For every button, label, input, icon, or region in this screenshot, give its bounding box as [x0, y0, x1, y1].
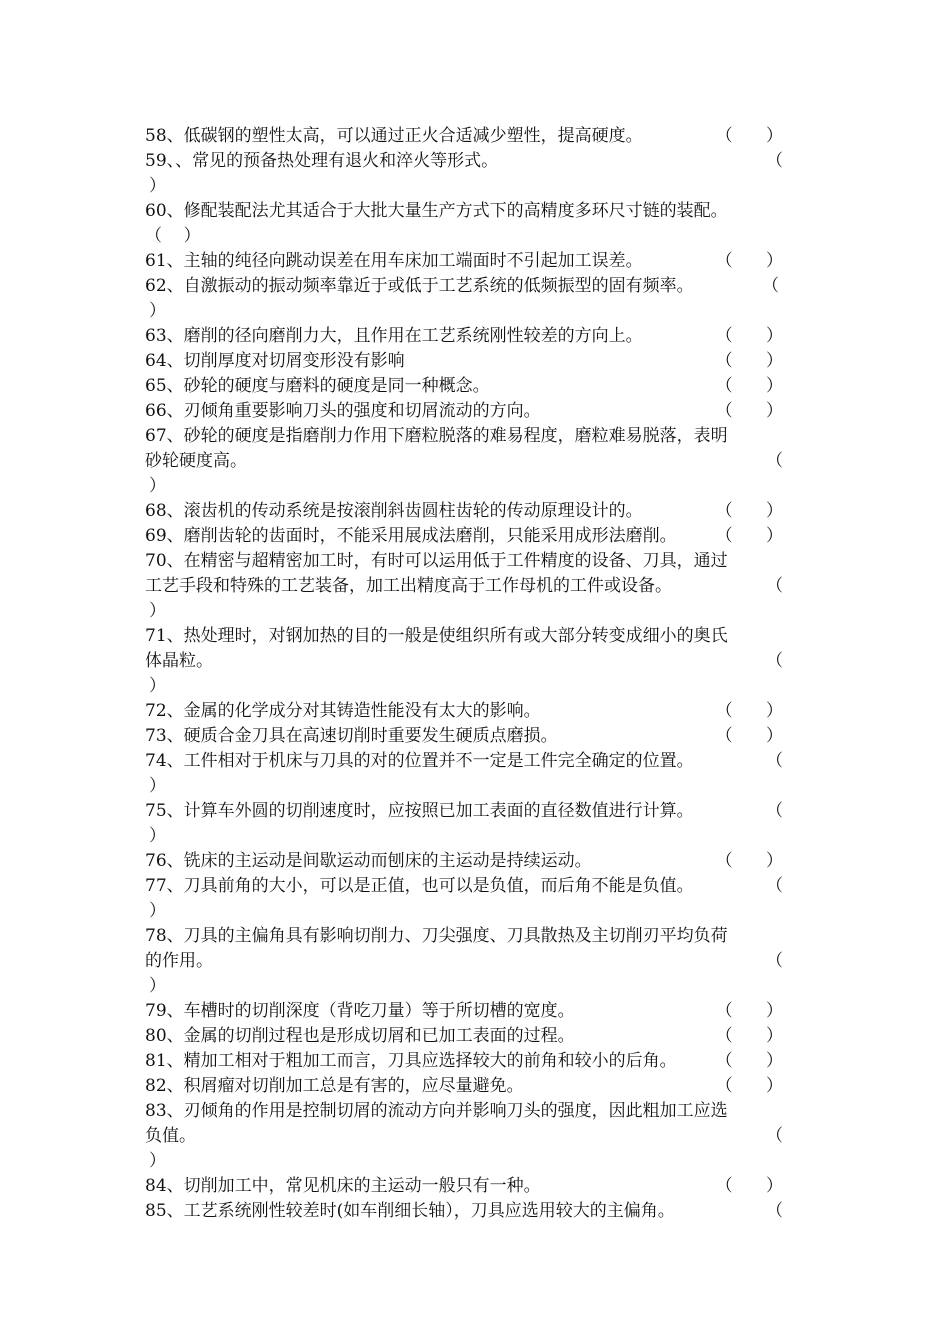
answer-bracket-close: ）: [149, 176, 166, 196]
question-text: 72、金属的化学成分对其铸造性能没有太大的影响。: [145, 701, 541, 721]
question-70: [145, 549, 797, 574]
question-text: 64、切削厚度对切屑变形没有影响: [145, 351, 405, 371]
answer-bracket-open: （: [766, 651, 783, 671]
question-65: [145, 374, 797, 399]
question-text: 62、自激振动的振动频率靠近于或低于工艺系统的低频振型的固有频率。: [145, 276, 694, 296]
question-62: [145, 274, 797, 299]
question-71-line2: [145, 649, 797, 674]
question-78: [145, 924, 797, 949]
question-70-cont: [145, 599, 797, 624]
question-76: [145, 849, 797, 874]
answer-bracket-close: ）: [149, 476, 166, 496]
answer-bracket-close: ）: [149, 976, 166, 996]
question-68: [145, 499, 797, 524]
answer-bracket-close: ）: [149, 826, 166, 846]
answer-brackets: （ ）: [145, 226, 201, 246]
question-69: [145, 524, 797, 549]
answer-brackets: （ ）: [715, 126, 797, 146]
question-text: 79、车槽时的切削深度（背吃刀量）等于所切槽的宽度。: [145, 1001, 575, 1021]
question-83: [145, 1099, 797, 1124]
question-text: 77、刀具前角的大小，可以是正值，也可以是负值，而后角不能是负值。: [145, 876, 694, 896]
question-text: 82、积屑瘤对切削加工总是有害的，应尽量避免。: [145, 1076, 524, 1096]
answer-brackets: （ ）: [715, 851, 797, 871]
question-59-cont: [145, 174, 797, 199]
answer-bracket-open: （: [766, 876, 783, 896]
answer-brackets: （ ）: [715, 1051, 797, 1071]
question-58: [145, 124, 797, 149]
question-67-cont: [145, 474, 797, 499]
question-text: 65、砂轮的硬度与磨料的硬度是同一种概念。: [145, 376, 490, 396]
answer-bracket-close: ）: [149, 1151, 166, 1171]
answer-bracket-close: ）: [149, 776, 166, 796]
question-text: 81、精加工相对于粗加工而言，刀具应选择较大的前角和较小的后角。: [145, 1051, 677, 1071]
answer-bracket-close: ）: [149, 301, 166, 321]
question-text: 83、刃倾角的作用是控制切屑的流动方向并影响刀头的强度，因此粗加工应选: [145, 1101, 728, 1121]
question-82: [145, 1074, 797, 1099]
question-text: 61、主轴的纯径向跳动误差在用车床加工端面时不引起加工误差。: [145, 251, 643, 271]
question-63: [145, 324, 797, 349]
question-83-cont: [145, 1149, 797, 1174]
question-79: [145, 999, 797, 1024]
answer-brackets: （ ）: [715, 401, 797, 421]
question-64: [145, 349, 797, 374]
answer-bracket-open: （: [766, 576, 783, 596]
answer-brackets: （ ）: [715, 376, 797, 396]
question-71: [145, 624, 797, 649]
question-text: 80、金属的切削过程也是形成切屑和已加工表面的过程。: [145, 1026, 575, 1046]
answer-bracket-open: （: [766, 1126, 783, 1146]
question-77-cont: [145, 899, 797, 924]
answer-bracket-close: ）: [149, 601, 166, 621]
question-75: [145, 799, 797, 824]
answer-brackets: （ ）: [715, 1001, 797, 1021]
answer-bracket-close: ）: [149, 901, 166, 921]
question-72: [145, 699, 797, 724]
question-text: 68、滚齿机的传动系统是按滚削斜齿圆柱齿轮的传动原理设计的。: [145, 501, 643, 521]
question-60: [145, 199, 797, 224]
answer-brackets: （ ）: [715, 1026, 797, 1046]
answer-brackets: （ ）: [715, 701, 797, 721]
question-83-line2: [145, 1124, 797, 1149]
question-81: [145, 1049, 797, 1074]
question-text-cont: 负值。: [145, 1126, 196, 1146]
answer-brackets: （ ）: [715, 351, 797, 371]
answer-bracket-open: （: [766, 951, 783, 971]
question-text: 66、刃倾角重要影响刀头的强度和切屑流动的方向。: [145, 401, 541, 421]
question-60-cont: [145, 224, 797, 249]
question-85: [145, 1199, 797, 1224]
question-text: 84、切削加工中，常见机床的主运动一般只有一种。: [145, 1176, 541, 1196]
question-text: 75、计算车外圆的切削速度时，应按照已加工表面的直径数值进行计算。: [145, 801, 694, 821]
question-text-cont: 砂轮硬度高。: [145, 451, 247, 471]
question-67: [145, 424, 797, 449]
question-text: 67、砂轮的硬度是指磨削力作用下磨粒脱落的难易程度，磨粒难易脱落，表明: [145, 426, 728, 446]
question-text: 73、硬质合金刀具在高速切削时重要发生硬质点磨损。: [145, 726, 558, 746]
question-78-cont: [145, 974, 797, 999]
answer-bracket-open: （: [766, 451, 783, 471]
question-59: [145, 149, 797, 174]
question-66: [145, 399, 797, 424]
question-text: 58、低碳钢的塑性太高，可以通过正火合适减少塑性，提高硬度。: [145, 126, 643, 146]
answer-bracket-close: ）: [149, 676, 166, 696]
question-62-cont: [145, 299, 797, 324]
answer-bracket-open: （: [766, 801, 783, 821]
question-text-cont: 的作用。: [145, 951, 213, 971]
answer-bracket-open: （: [766, 751, 783, 771]
answer-bracket-open: （: [762, 276, 779, 296]
question-text-cont: 工艺手段和特殊的工艺装备，加工出精度高于工作母机的工件或设备。: [145, 576, 672, 596]
question-70-line2: [145, 574, 797, 599]
question-text: 71、热处理时，对钢加热的目的一般是使组织所有或大部分转变成细小的奥氏: [145, 626, 728, 646]
question-78-line2: [145, 949, 797, 974]
question-80: [145, 1024, 797, 1049]
answer-brackets: （ ）: [715, 726, 797, 746]
answer-bracket-open: （: [766, 1201, 783, 1221]
question-77: [145, 874, 797, 899]
answer-brackets: （ ）: [715, 326, 797, 346]
question-text-cont: 体晶粒。: [145, 651, 213, 671]
question-73: [145, 724, 797, 749]
answer-bracket-open: （: [766, 151, 783, 171]
question-text: 78、刀具的主偏角具有影响切削力、刀尖强度、刀具散热及主切削刃平均负荷: [145, 926, 728, 946]
answer-brackets: （ ）: [715, 251, 797, 271]
question-text: 60、修配装配法尤其适合于大批大量生产方式下的高精度多环尺寸链的装配。: [145, 201, 728, 221]
question-text: 69、磨削齿轮的齿面时，不能采用展成法磨削，只能采用成形法磨削。: [145, 526, 677, 546]
question-75-cont: [145, 824, 797, 849]
question-61: [145, 249, 797, 274]
question-text: 74、工件相对于机床与刀具的对的位置并不一定是工件完全确定的位置。: [145, 751, 694, 771]
question-67-line2: [145, 449, 797, 474]
question-74-cont: [145, 774, 797, 799]
question-text: 59、、常见的预备热处理有退火和淬火等形式。: [145, 151, 499, 171]
question-text: 63、磨削的径向磨削力大，且作用在工艺系统刚性较差的方向上。: [145, 326, 643, 346]
question-84: [145, 1174, 797, 1199]
question-71-cont: [145, 674, 797, 699]
question-74: [145, 749, 797, 774]
question-text: 85、工艺系统刚性较差时(如车削细长轴），刀具应选用较大的主偏角。: [145, 1201, 675, 1221]
question-text: 76、铣床的主运动是间歇运动而刨床的主运动是持续运动。: [145, 851, 592, 871]
question-text: 70、在精密与超精密加工时，有时可以运用低于工件精度的设备、刀具，通过: [145, 551, 728, 571]
answer-brackets: （ ）: [715, 501, 797, 521]
answer-brackets: （ ）: [715, 526, 797, 546]
answer-brackets: （ ）: [715, 1076, 797, 1096]
answer-brackets: （ ）: [715, 1176, 797, 1196]
